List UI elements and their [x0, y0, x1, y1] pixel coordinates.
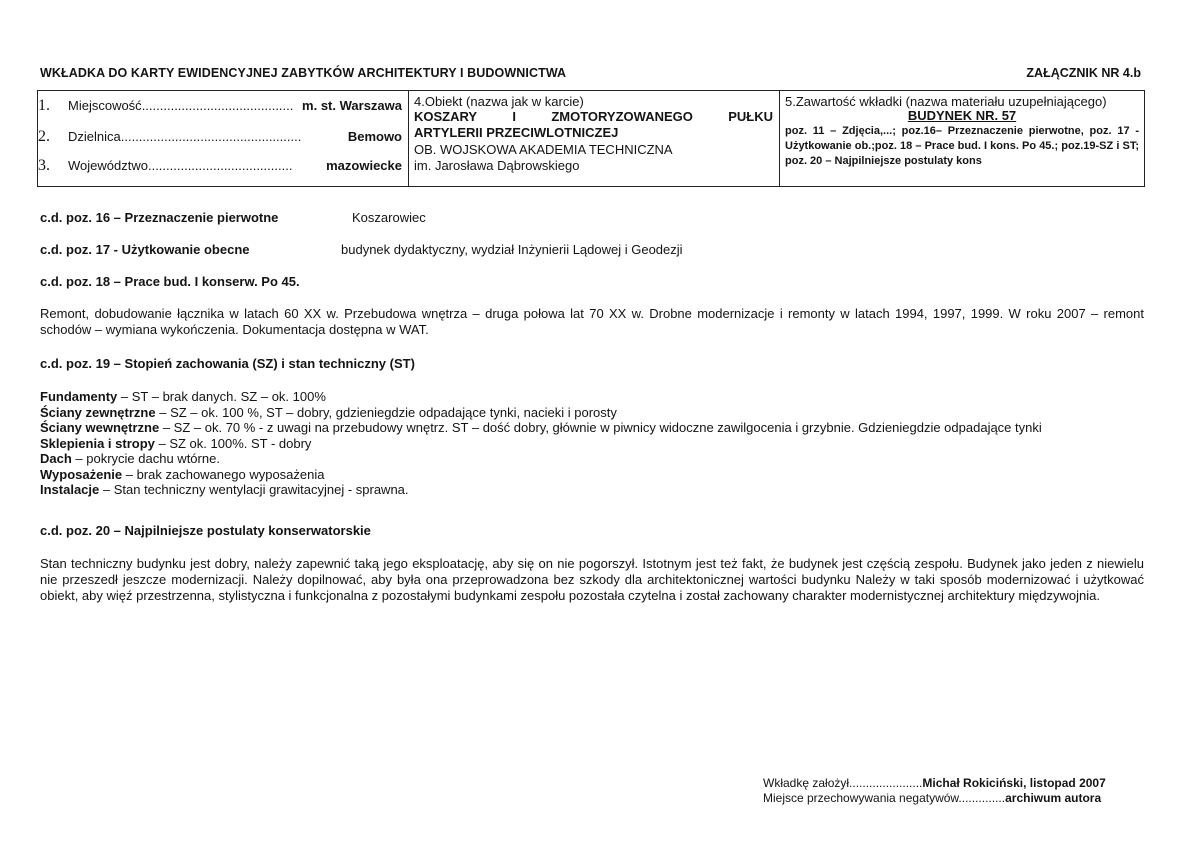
poz16-label: c.d. poz. 16 – Przeznaczenie pierwotne	[40, 210, 279, 225]
voivodeship-value: mazowiecke	[326, 158, 402, 173]
location-row: 1. Miejscowość .......................................... m. st. Warszawa	[38, 97, 402, 114]
poz17-label: c.d. poz. 17 - Użytkowanie obecne	[40, 242, 250, 257]
location-box	[37, 90, 409, 187]
poz18-text: Remont, dobudowanie łącznika w latach 60 XX w. Przebudowa wnętrza – druga połowa lat 70 XX w. Drobne modernizacje i remonty w latach 1994, 1997, 1999. W roku 2007 – remont schodów – wymiana wykończenia. Dokumentacja dostępna w WAT.	[40, 306, 1144, 337]
contents-box	[779, 90, 1145, 187]
district-row: 2. Dzielnica .................................................. Bemowo	[38, 128, 402, 145]
building-number: BUDYNEK NR. 57	[907, 108, 1017, 123]
condition-ceilings: Sklepienia i stropy – SZ ok. 100%. ST - dobry	[40, 435, 312, 451]
condition-installations: Instalacje – Stan techniczny wentylacji grawitacyjnej - sprawna.	[40, 482, 409, 497]
condition-roof: Dach – pokrycie dachu wtórne.	[40, 451, 220, 466]
location-value: m. st. Warszawa	[302, 98, 402, 113]
poz20-label: c.d. poz. 20 – Najpilniejsze postulaty konserwatorskie	[40, 523, 371, 538]
district-value: Bemowo	[347, 129, 402, 144]
poz17-value: budynek dydaktyczny, wydział Inżynierii Lądowej i Geodezji	[341, 242, 683, 257]
object-heading: 4.Obiekt (nazwa jak w karcie)	[414, 94, 584, 109]
condition-furnishing: Wyposażenie – brak zachowanego wyposażenia	[40, 466, 325, 482]
condition-inner-walls: Ściany wewnętrzne – SZ – ok. 70 % - z uwagi na przebudowy wnętrz. ST – dość dobry, głównie w piwnicy widoczne zawilgocenia i grzybnie. Gdzieniegdzie odpadające tynki	[40, 420, 1042, 435]
founder-line: Wkładkę założył......................Michał Rokiciński, listopad 2007	[763, 776, 1106, 790]
object-institution: OB. WOJSKOWA AKADEMIA TECHNICZNA	[414, 142, 673, 157]
poz18-label: c.d. poz. 18 – Prace bud. I konserw. Po 45.	[40, 274, 300, 289]
poz16-value: Koszarowiec	[352, 210, 426, 225]
poz20-text: Stan techniczny budynku jest dobry, należy zapewnić taką jego eksploatację, aby się on nie pogorszył. Istotnym jest też fakt, że budynek jest częścią zespołu. Budynek jako jeden z niewielu nie przeszedł jeszcze modernizacji. Należy dopilnować, aby była ona przeprowadzona bez szkody dla architektonicznej wartości budynku Należy w taki sposób modernizować i użytkować obiekt, aby więź przestrzenna, stylistyczna i funkcjonalna z pozostałymi budynkami zespołu pozostała czytelna i został zachowany charakter modernistycznej architektury międzywojnia.	[40, 556, 1144, 603]
poz19-label: c.d. poz. 19 – Stopień zachowania (SZ) i stan techniczny (ST)	[40, 356, 415, 371]
voivodeship-row: 3. Województwo ........................................ mazowiecke	[38, 157, 402, 174]
attachment-number: ZAŁĄCZNIK NR 4.b	[1026, 66, 1141, 80]
location-label: Miejscowość	[68, 98, 142, 113]
district-label: Dzielnica	[68, 129, 121, 144]
object-name-line2: ARTYLERII PRZECIWLOTNICZEJ	[414, 125, 619, 140]
object-patron: im. Jarosława Dąbrowskiego	[414, 158, 580, 173]
storage-line: Miejsce przechowywania negatywów..............archiwum autora	[763, 791, 1102, 805]
condition-foundations: Fundamenty – ST – brak danych. SZ – ok. 100%	[40, 389, 326, 404]
object-box	[408, 90, 780, 187]
voivodeship-label: Województwo	[68, 158, 148, 173]
contents-list: poz. 11 – Zdjęcia,...; poz.16– Przeznaczenie pierwotne, poz. 17 - Użytkowanie ob.;poz. 18 – Prace bud. I kons. Po 45.; poz.19-SZ i ST; poz. 20 – Najpilniejsze postulaty kons	[785, 125, 1139, 167]
condition-list	[40, 389, 1042, 498]
condition-outer-walls: Ściany zewnętrzne – SZ – ok. 100 %, ST – dobry, gdzieniegdzie odpadające tynki, nacieki i porosty	[40, 404, 617, 420]
contents-heading: 5.Zawartość wkładki (nazwa materiału uzupełniającego)	[785, 94, 1107, 109]
object-name-line1: KOSZARY I ZMOTORYZOWANEGO PUŁKU	[414, 109, 773, 124]
document-title: WKŁADKA DO KARTY EWIDENCYJNEJ ZABYTKÓW ARCHITEKTURY I BUDOWNICTWA	[40, 66, 567, 80]
